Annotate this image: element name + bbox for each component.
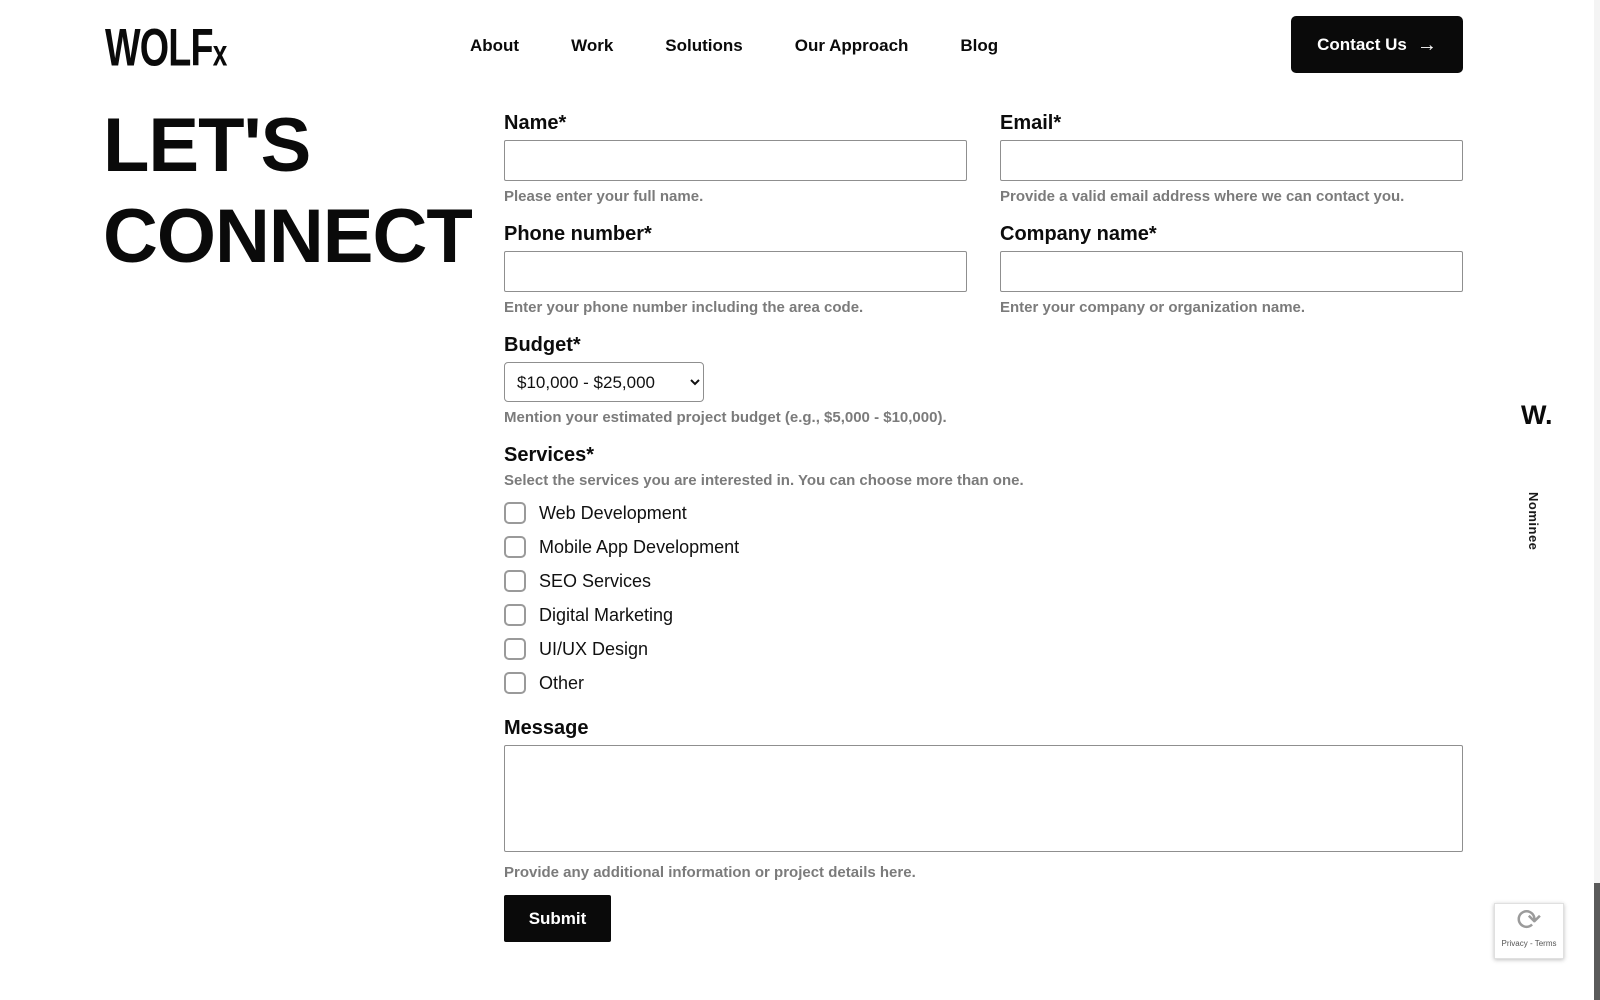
mobile-app-development-checkbox[interactable] (504, 536, 526, 558)
services-helper: Select the services you are interested in. You can choose more than one. (504, 472, 1024, 489)
message-textarea[interactable] (504, 745, 1463, 852)
page-title-line2: CONNECT (103, 194, 472, 280)
message-helper: Provide any additional information or project details here. (504, 864, 916, 881)
budget-field-group (504, 334, 1463, 426)
nav-item-solutions[interactable]: Solutions (665, 36, 743, 55)
email-input[interactable] (1000, 140, 1463, 181)
phone-input[interactable] (504, 251, 967, 292)
contact-us-label: Contact Us (1317, 34, 1407, 54)
nav-item-our-approach[interactable]: Our Approach (794, 36, 909, 55)
budget-label: Budget* (504, 334, 581, 356)
service-option-ui-ux-design (504, 637, 1463, 661)
phone-field-group (504, 223, 967, 316)
name-field-group (504, 112, 967, 205)
service-option-seo-services (504, 569, 1463, 593)
nav-item-blog[interactable]: Blog (960, 36, 999, 55)
service-option-other (504, 671, 1463, 695)
seo-services-label: SEO Services (539, 570, 652, 591)
nav-item-work[interactable]: Work (571, 36, 614, 55)
service-option-web-development (504, 501, 1463, 525)
email-field-group (1000, 112, 1463, 205)
seo-services-checkbox[interactable] (504, 570, 526, 592)
name-helper: Please enter your full name. (504, 188, 704, 205)
ui-ux-design-label: UI/UX Design (539, 638, 649, 659)
logo-text: WOLF (105, 17, 213, 77)
main-nav (470, 0, 998, 92)
services-label: Services* (504, 444, 595, 466)
web-development-checkbox[interactable] (504, 502, 526, 524)
page-title-line1: LET'S (103, 103, 311, 188)
ui-ux-design-checkbox[interactable] (504, 638, 526, 660)
company-helper: Enter your company or organization name. (1000, 299, 1306, 316)
logo-x: x (212, 32, 227, 74)
scrollbar-thumb[interactable] (1594, 883, 1600, 1000)
mobile-app-development-label: Mobile App Development (539, 536, 740, 557)
page-title (103, 100, 472, 282)
contact-us-button[interactable] (1291, 16, 1463, 73)
company-field-group (1000, 223, 1463, 316)
name-input[interactable] (504, 140, 967, 181)
other-label: Other (539, 672, 585, 693)
web-development-label: Web Development (539, 502, 687, 523)
other-checkbox[interactable] (504, 672, 526, 694)
digital-marketing-label: Digital Marketing (539, 604, 674, 625)
recaptcha-privacy-terms[interactable]: Privacy - Terms (1501, 939, 1557, 948)
logo[interactable] (105, 16, 227, 78)
service-option-mobile-app-development (504, 535, 1463, 559)
message-label: Message (504, 717, 589, 739)
message-field-group (504, 717, 1463, 881)
services-field-group (504, 444, 1463, 695)
awwwards-logo[interactable]: W. (1521, 400, 1553, 430)
service-option-digital-marketing (504, 603, 1463, 627)
budget-helper: Mention your estimated project budget (e.g., $5,000 - $10,000). (504, 409, 947, 426)
email-helper: Provide a valid email address where we can contact you. (1000, 188, 1405, 205)
name-label: Name* (504, 112, 567, 134)
email-label: Email* (1000, 112, 1062, 134)
submit-button[interactable]: Submit (504, 895, 611, 942)
recaptcha-icon: ⟳ (1516, 904, 1542, 937)
form-row-1 (504, 112, 1463, 223)
phone-helper: Enter your phone number including the area code. (504, 299, 864, 316)
nav-item-about[interactable]: About (470, 36, 520, 55)
contact-form (504, 112, 1463, 942)
digital-marketing-checkbox[interactable] (504, 604, 526, 626)
form-row-2 (504, 223, 1463, 334)
company-label: Company name* (1000, 223, 1157, 245)
scrollbar-track[interactable] (1594, 0, 1600, 1000)
phone-label: Phone number* (504, 223, 652, 245)
header (0, 0, 1600, 92)
recaptcha-badge[interactable] (1494, 903, 1564, 959)
company-input[interactable] (1000, 251, 1463, 292)
budget-select[interactable] (504, 362, 704, 402)
arrow-right-icon: → (1416, 33, 1437, 56)
award-nominee-text: Nominee (1526, 492, 1541, 551)
